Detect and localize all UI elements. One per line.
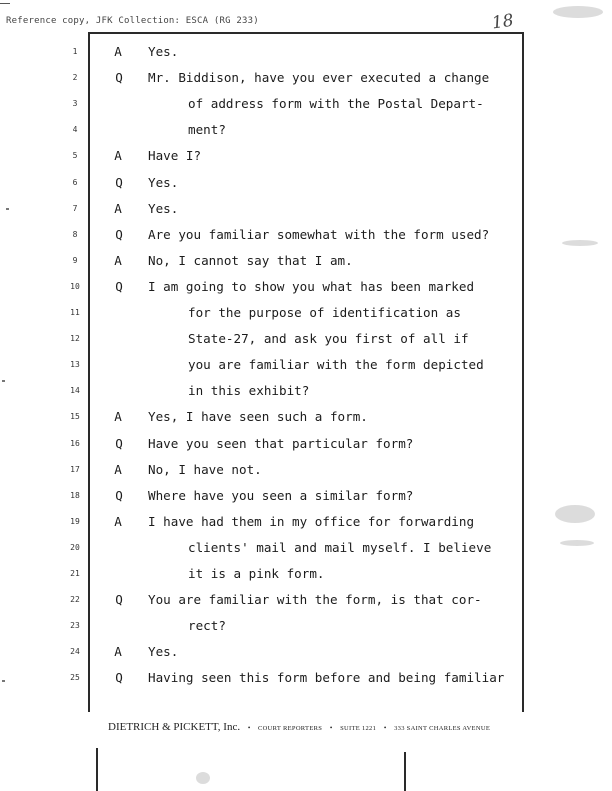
speaker-label: Q [115,278,123,294]
line-text: State-27, and ask you first of all if [188,331,469,347]
transcript-line [0,170,612,196]
line-text: of address form with the Postal Depart- [188,96,484,112]
margin-tick [6,208,9,210]
line-number: 9 [72,255,78,265]
line-number: 19 [70,516,80,526]
speaker-label: A [114,513,122,529]
lower-left-rule [96,748,98,791]
line-number: 3 [72,99,78,109]
margin-tick [2,380,5,382]
transcript-line [0,117,612,143]
transcript-line [0,326,612,352]
transcript-line [0,143,612,169]
court-reporter-footer [108,721,490,733]
transcript-line [0,457,612,483]
line-number: 4 [72,125,78,135]
speaker-label: Q [115,592,123,608]
transcript-line [0,639,612,665]
line-text: it is a pink form. [188,566,325,581]
transcript-line [0,483,612,509]
footer-service: COURT REPORTERS [258,725,323,732]
line-number: 13 [70,360,80,370]
scan-smudge [560,540,594,546]
scan-smudge [555,505,595,523]
line-number: 6 [72,177,78,187]
line-text: Where have you seen a similar form? [148,487,414,503]
transcript-line [0,378,612,404]
transcript-line [0,274,612,300]
footer-suite: SUITE 1221 [340,725,377,732]
line-number: 5 [72,151,78,161]
line-number: 25 [70,673,80,683]
line-text: Yes, I have seen such a form. [148,409,368,425]
speaker-label: A [114,200,122,216]
line-number: 12 [70,334,80,344]
scan-smudge [553,6,603,18]
line-text: rect? [188,618,226,634]
transcript-line [0,613,612,639]
line-text: Yes. [148,644,179,660]
speaker-label: A [114,409,122,425]
line-number: 24 [70,647,80,657]
line-number: 8 [72,229,78,239]
line-number: 22 [70,595,80,605]
footer-company: DIETRICH & PICKETT, Inc. [108,721,241,733]
line-number: 15 [70,412,80,422]
transcript-line [0,404,612,430]
line-text: Yes. [148,200,179,216]
reference-header: Reference copy, JFK Collection: ESCA (RG 233) [6,16,259,26]
line-number: 20 [70,542,80,552]
speaker-label: Q [115,226,123,242]
line-text: Having seen this form before and being familiar [148,670,505,686]
line-number: 18 [70,490,80,500]
footer-separator-dot: • [329,724,333,732]
line-text: Are you familiar somewhat with the form used? [148,226,490,242]
line-text: for the purpose of identification as [188,305,461,320]
transcript-line [0,300,612,326]
transcript-line [0,196,612,222]
speaker-label: A [114,148,122,164]
footer-separator-dot: • [247,724,251,732]
speaker-label: A [114,44,122,59]
transcript-line [0,65,612,91]
speaker-label: Q [115,70,123,86]
lower-right-rule [404,752,406,791]
line-number: 1 [72,47,78,56]
line-text: I am going to show you what has been marked [148,278,475,294]
transcript-line [0,431,612,457]
line-text: No, I have not. [148,461,262,477]
footer-address: 333 SAINT CHARLES AVENUE [394,725,491,732]
line-text: ment? [188,122,226,138]
transcript-line [0,352,612,378]
speaker-label: A [114,252,122,268]
line-text: Have I? [148,148,202,164]
transcript-line [0,222,612,248]
transcript-line [0,587,612,613]
transcript-line [0,665,612,691]
line-number: 7 [72,203,78,213]
line-text: clients' mail and mail myself. I believe [188,539,492,555]
header-mark [0,3,10,4]
speaker-label: A [114,644,122,660]
line-text: Yes. [148,174,179,190]
line-number: 10 [70,281,80,291]
handwritten-page-number: 18 [490,10,515,34]
footer-separator-dot: • [383,724,387,732]
line-text: Have you seen that particular form? [148,435,414,451]
speaker-label: Q [115,174,123,190]
line-text: in this exhibit? [188,383,310,399]
line-number: 16 [70,438,80,448]
line-text: I have had them in my office for forwarding [148,513,475,529]
transcript-line [0,248,612,274]
line-number: 2 [72,73,78,83]
line-text: you are familiar with the form depicted [188,357,484,373]
speaker-label: Q [115,487,123,503]
line-number: 11 [70,308,80,317]
line-text: Yes. [148,44,179,59]
speaker-label: Q [115,435,123,451]
transcript-line [0,91,612,117]
transcript-line [0,535,612,561]
line-text: No, I cannot say that I am. [148,252,353,268]
speaker-label: Q [115,670,123,686]
transcript-line [0,561,612,587]
line-number: 21 [70,569,80,578]
line-text: You are familiar with the form, is that cor- [148,592,482,608]
scan-smudge [562,240,598,246]
line-text: Mr. Biddison, have you ever executed a change [148,70,490,86]
speaker-label: A [114,461,122,477]
transcript-line [0,509,612,535]
line-number: 23 [70,621,80,631]
transcript-line [0,39,612,65]
scan-smudge [196,772,210,784]
line-number: 14 [70,386,80,396]
line-number: 17 [70,464,80,474]
margin-tick [2,680,5,682]
